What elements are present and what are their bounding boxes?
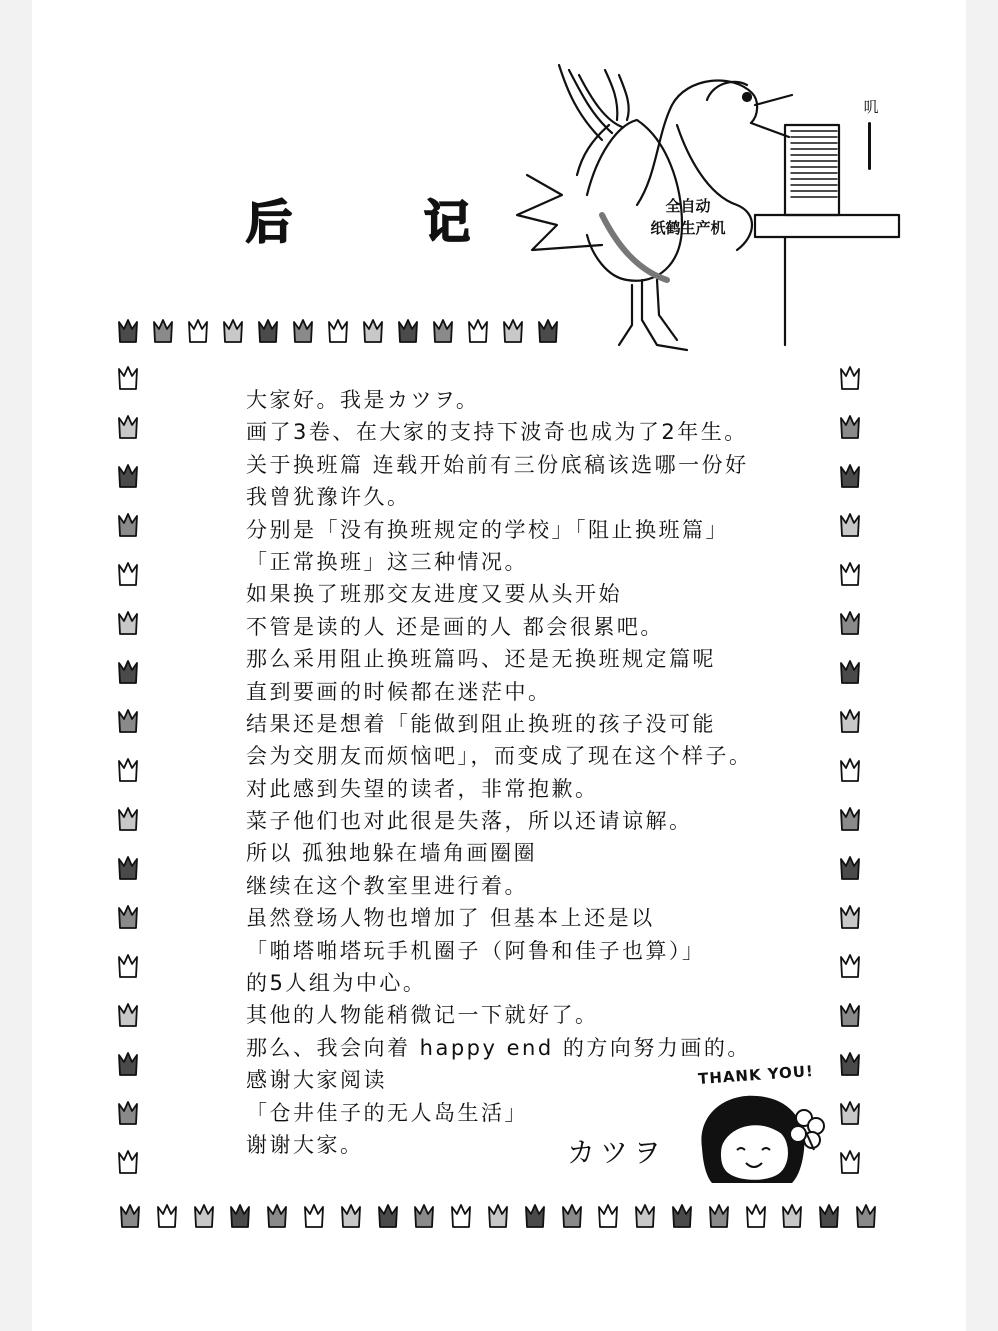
crown-ornament bbox=[116, 953, 140, 979]
machine-label-line2: 纸鹤生产机 bbox=[650, 219, 726, 237]
crown-ornament bbox=[744, 1203, 768, 1229]
text-line: 谢谢大家。 bbox=[246, 1132, 364, 1157]
crown-ornament bbox=[228, 1203, 252, 1229]
crown-ornament bbox=[501, 318, 525, 344]
crown-ornament bbox=[116, 659, 140, 685]
text-line: 直到要画的时候都在迷茫中。 bbox=[246, 679, 552, 704]
sound-effect: 叽 bbox=[863, 98, 879, 116]
crown-ornament bbox=[536, 318, 560, 344]
text-line: 如果换了班那交友进度又要从头开始 bbox=[246, 582, 622, 607]
crown-ornament bbox=[838, 1051, 862, 1077]
machine-label bbox=[633, 195, 743, 239]
text-line: 所以 孤独地躲在墙角画圈圈 bbox=[246, 841, 538, 866]
crown-ornament bbox=[838, 806, 862, 832]
crown-ornament bbox=[116, 365, 140, 391]
sound-effect-stroke bbox=[868, 122, 871, 170]
text-line: 感谢大家阅读 bbox=[246, 1068, 387, 1093]
crown-ornament bbox=[116, 1002, 140, 1028]
text-line: 继续在这个教室里进行着。 bbox=[246, 873, 528, 898]
crown-ornament bbox=[838, 365, 862, 391]
crown-ornament bbox=[596, 1203, 620, 1229]
text-line: 画了3卷、在大家的支持下波奇也成为了2年生。 bbox=[246, 420, 748, 445]
text-line: 的5人组为中心。 bbox=[246, 971, 427, 996]
crown-ornament bbox=[838, 855, 862, 881]
crown-ornament bbox=[116, 757, 140, 783]
crown-ornament bbox=[707, 1203, 731, 1229]
crown-ornament bbox=[116, 512, 140, 538]
crown-ornament bbox=[302, 1203, 326, 1229]
crown-ornament bbox=[361, 318, 385, 344]
text-line: 关于换班篇 连载开始前有三份底稿该选哪一份好 bbox=[246, 452, 749, 477]
text-line: 分别是「没有换班规定的学校」「阻止换班篇」 bbox=[246, 517, 729, 542]
crown-ornament bbox=[633, 1203, 657, 1229]
crown-ornament bbox=[118, 1203, 142, 1229]
crown-ornament bbox=[116, 806, 140, 832]
crown-ornament bbox=[466, 318, 490, 344]
crown-ornament bbox=[838, 610, 862, 636]
text-line: 不管是读的人 还是画的人 都会很累吧。 bbox=[246, 614, 664, 639]
crown-ornament bbox=[116, 1149, 140, 1175]
crown-ornament bbox=[116, 414, 140, 440]
text-line: 大家好。我是カツヲ。 bbox=[246, 388, 480, 412]
author-signature: カツヲ bbox=[567, 1136, 667, 1169]
crown-ornament bbox=[412, 1203, 436, 1229]
girl-face-illustration bbox=[692, 1088, 832, 1188]
crown-ornament bbox=[838, 1100, 862, 1126]
thank-you-text: THANK YOU! bbox=[697, 1061, 815, 1089]
crown-ornament bbox=[838, 659, 862, 685]
crown-ornament bbox=[817, 1203, 841, 1229]
crown-ornament bbox=[339, 1203, 363, 1229]
crown-ornament bbox=[838, 414, 862, 440]
crown-ornament bbox=[116, 904, 140, 930]
crown-ornament bbox=[265, 1203, 289, 1229]
crown-ornament bbox=[838, 757, 862, 783]
crown-ornament bbox=[291, 318, 315, 344]
crown-ornament bbox=[838, 904, 862, 930]
crown-ornament bbox=[854, 1203, 878, 1229]
crown-ornament bbox=[838, 463, 862, 489]
text-line: 会为交朋友而烦恼吧」，而变成了现在这个样子。 bbox=[246, 744, 753, 769]
crown-ornament bbox=[523, 1203, 547, 1229]
text-line: 那么、我会向着 happy end 的方向努力画的。 bbox=[246, 1035, 751, 1060]
text-line: 我曾犹豫许久。 bbox=[246, 485, 411, 510]
afterword-text bbox=[246, 384, 846, 1161]
text-line: 结果还是想着「能做到阻止换班的孩子没可能 bbox=[246, 711, 716, 736]
crown-ornament bbox=[780, 1203, 804, 1229]
crown-ornament bbox=[116, 610, 140, 636]
crown-ornament bbox=[116, 463, 140, 489]
crown-ornament bbox=[116, 708, 140, 734]
crown-ornament bbox=[221, 318, 245, 344]
text-line: 对此感到失望的读者，非常抱歉。 bbox=[246, 776, 599, 801]
text-line: 虽然登场人物也增加了 但基本上还是以 bbox=[246, 906, 655, 931]
crown-ornament bbox=[376, 1203, 400, 1229]
text-line: 「正常换班」这三种情况。 bbox=[246, 549, 528, 574]
crown-ornament bbox=[838, 561, 862, 587]
crown-ornament bbox=[326, 318, 350, 344]
crown-ornament bbox=[192, 1203, 216, 1229]
crown-ornament bbox=[838, 1002, 862, 1028]
crown-ornament bbox=[116, 1100, 140, 1126]
crown-ornament bbox=[560, 1203, 584, 1229]
crown-ornament bbox=[116, 561, 140, 587]
crown-ornament bbox=[116, 1051, 140, 1077]
crown-ornament bbox=[116, 318, 140, 344]
crown-ornament bbox=[670, 1203, 694, 1229]
crown-ornament bbox=[155, 1203, 179, 1229]
crown-ornament bbox=[838, 953, 862, 979]
text-line: 「啪塔啪塔玩手机圈子（阿鲁和佳子也算）」 bbox=[246, 938, 706, 963]
crown-ornament bbox=[396, 318, 420, 344]
page-title: 后 记 bbox=[246, 195, 529, 249]
crown-ornament bbox=[838, 512, 862, 538]
text-line: 其他的人物能稍微记一下就好了。 bbox=[246, 1003, 599, 1028]
crown-ornament bbox=[256, 318, 280, 344]
text-line: 那么采用阻止换班篇吗、还是无换班规定篇呢 bbox=[246, 647, 716, 672]
page bbox=[32, 0, 966, 1331]
crown-ornament bbox=[151, 318, 175, 344]
crown-ornament bbox=[431, 318, 455, 344]
crown-ornament bbox=[838, 708, 862, 734]
crown-ornament bbox=[116, 855, 140, 881]
machine-label-line1: 全自动 bbox=[665, 197, 711, 215]
crown-ornament bbox=[449, 1203, 473, 1229]
crown-ornament bbox=[486, 1203, 510, 1229]
crown-ornament bbox=[838, 1149, 862, 1175]
crown-ornament bbox=[186, 318, 210, 344]
text-line: 菜子他们也对此很是失落，所以还请谅解。 bbox=[246, 809, 693, 834]
text-line: 「仓井佳子的无人岛生活」 bbox=[246, 1100, 528, 1125]
